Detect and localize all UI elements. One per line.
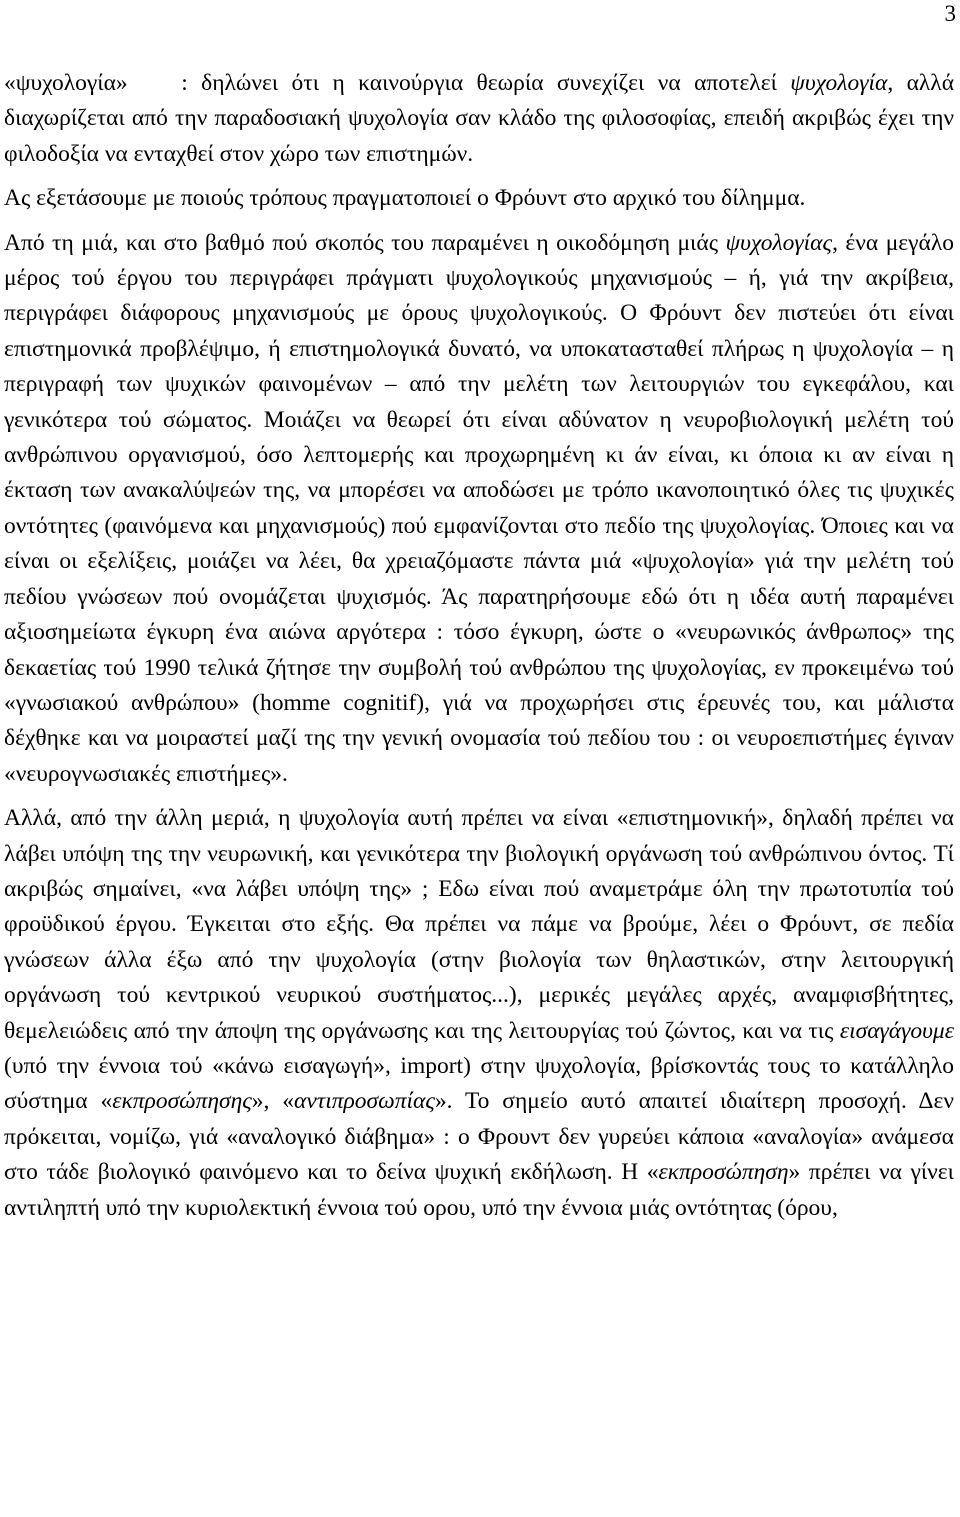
- text-run: , ένα μεγάλο μέρος τού έργου του περιγράφει πράγματι ψυχολογικούς μηχανισμούς – ή, γιά την ακρίβεια, περιγράφει διάφορους μηχανισμούς με όρους ψυχολογικούς. Ο Φρόυντ δεν πιστεύει ότι είναι επιστημονικά προβλέψιμο, ή επιστημολογικά δυνατό, να υποκατασταθεί πλήρως η ψυχολογία – η περιγραφή των ψυχικών φαινομένων – από την μελέτη των λειτουργιών του εγκεφάλου, και γενικότερα τού σώματος. Μοιάζει να θεωρεί ότι είναι αδύνατον η νευροβιολογική μελέτη τού ανθρώπινου οργανισμού, όσο λεπτομερής και προχωρημένη κι άν είναι, κι όποια κι αν είναι η έκταση των ανακαλύψεών της, να μπορέσει να αποδώσει με τρόπο ικανοποιητικό όλες τις ψυχικές οντότητες (φαινόμενα και μηχανισμούς) πού εμφανίζονται στο πεδίο της ψυχολογίας. Όποιες και να είναι οι εξελίξεις, μοιάζει να λέει, θα χρειαζόμαστε πάντα μιά «ψυχολογία» γιά την μελέτη τού πεδίου γνώσεων πού ονομάζεται ψυχισμός. Άς παρατηρήσουμε εδώ ότι η ιδέα αυτή παραμένει αξιοσημείωτα έγκυρη ένα αιώνα αργότερα : τόσο έγκυρη, ώστε ο «νευρωνικός άνθρωπος» της δεκαετίας τού 1990 τελικά ζήτησε την συμβολή τού ανθρώπου της ψυχολογίας, εν προκειμένω τού «γνωσιακού ανθρώπου» (homme cognitif), γιά να προχωρήσει στις έρευνές του, και μάλιστα δέχθηκε και να μοιραστεί μαζί της την γενική ονομασία τού πεδίου του : οι νευροεπιστήμες έγιναν «νευρογνωσιακές επιστήμες».: [4, 229, 954, 787]
- text-run: «ψυχολογία» : δηλώνει ότι η καινούργια θεωρία συνεχίζει να αποτελεί: [4, 70, 791, 96]
- italic-term: ψυχολογία: [790, 70, 888, 96]
- text-run: , αλλά διαχωρίζεται από την παραδοσιακή ψυχολογία σαν κλάδο της φιλοσοφίας, επειδή ακριβώς έχει την φιλοδοξία να ενταχθεί στον χώρο των επιστημών.: [4, 70, 955, 167]
- italic-term: εισαγάγουμε: [839, 1017, 954, 1044]
- paragraph-1: [4, 66, 954, 172]
- text-run: Από τη μιά, και στο βαθμό πού σκοπός του παραμένει η οικοδόμηση μιάς: [4, 229, 726, 256]
- text-run: », «: [251, 1088, 295, 1115]
- text-run: » πρέπει να γίνει αντιληπτή υπό την κυριολεκτική έννοια τού ορου, υπό την έννοια μιάς οντότητας (όρου,: [4, 1159, 954, 1221]
- italic-term: αντιπροσωπίας: [294, 1088, 435, 1115]
- italic-term: εκπροσώπηση: [658, 1159, 789, 1186]
- text-run: Αλλά, από την άλλη μεριά, η ψυχολογία αυτή πρέπει να είναι «επιστημονική», δηλαδή πρέπει να λάβει υπόψη της την νευρωνική, και γενικότερα την βιολογική οργάνωση τού ανθρώπινου όντος. Τί ακριβώς σημαίνει, «να λάβει υπόψη της» ; Εδω είναι πού αναμετράμε όλη την πρωτοτυπία τού φροϋδικού έργου. Έγκειται στο εξής. Θα πρέπει να πάμε να βρούμε, λέει ο Φρόυντ, σε πεδία γνώσεων άλλα έξω από την ψυχολογία (στην βιολογία των θηλαστικών, στην λειτουργική οργάνωση τού κεντρικού νευρικού συστήματος...), μερικές μεγάλες αρχές, αναμφισβήτητες, θεμελειώδεις από την άποψη της οργάνωσης και της λειτουργίας τού ζώντος, και να τις: [4, 805, 954, 1044]
- body-text: [4, 66, 954, 1226]
- paragraph-2: [4, 181, 954, 216]
- italic-term: εκπροσώπησης: [112, 1088, 252, 1115]
- paragraph-3: [4, 226, 954, 793]
- text-run: Ας εξετάσουμε με ποιούς τρόπους πραγματοποιεί ο Φρόυντ στο αρχικό του δίλημμα.: [4, 185, 806, 212]
- text-run: (υπό την έννοια τού «κάνω εισαγωγή», import) στην ψυχολογία, βρίσκοντάς τους το κατάλληλο σύστημα «: [4, 1052, 954, 1115]
- text-run: ». Το σημείο αυτό απαιτεί ιδιαίτερη προσοχή. Δεν πρόκειται, νομίζω, γιά «αναλογικό διάβημα» : ο Φρουντ δεν γυρεύει κάποια «αναλογία» ανάμεσα στο τάδε βιολογικό φαινόμενο και το δείνα ψυχική εκδήλωση. Η «: [4, 1088, 954, 1186]
- italic-term: ψυχολογίας: [725, 229, 833, 256]
- paragraph-4: [4, 801, 954, 1226]
- page-number: 3: [944, 1, 956, 26]
